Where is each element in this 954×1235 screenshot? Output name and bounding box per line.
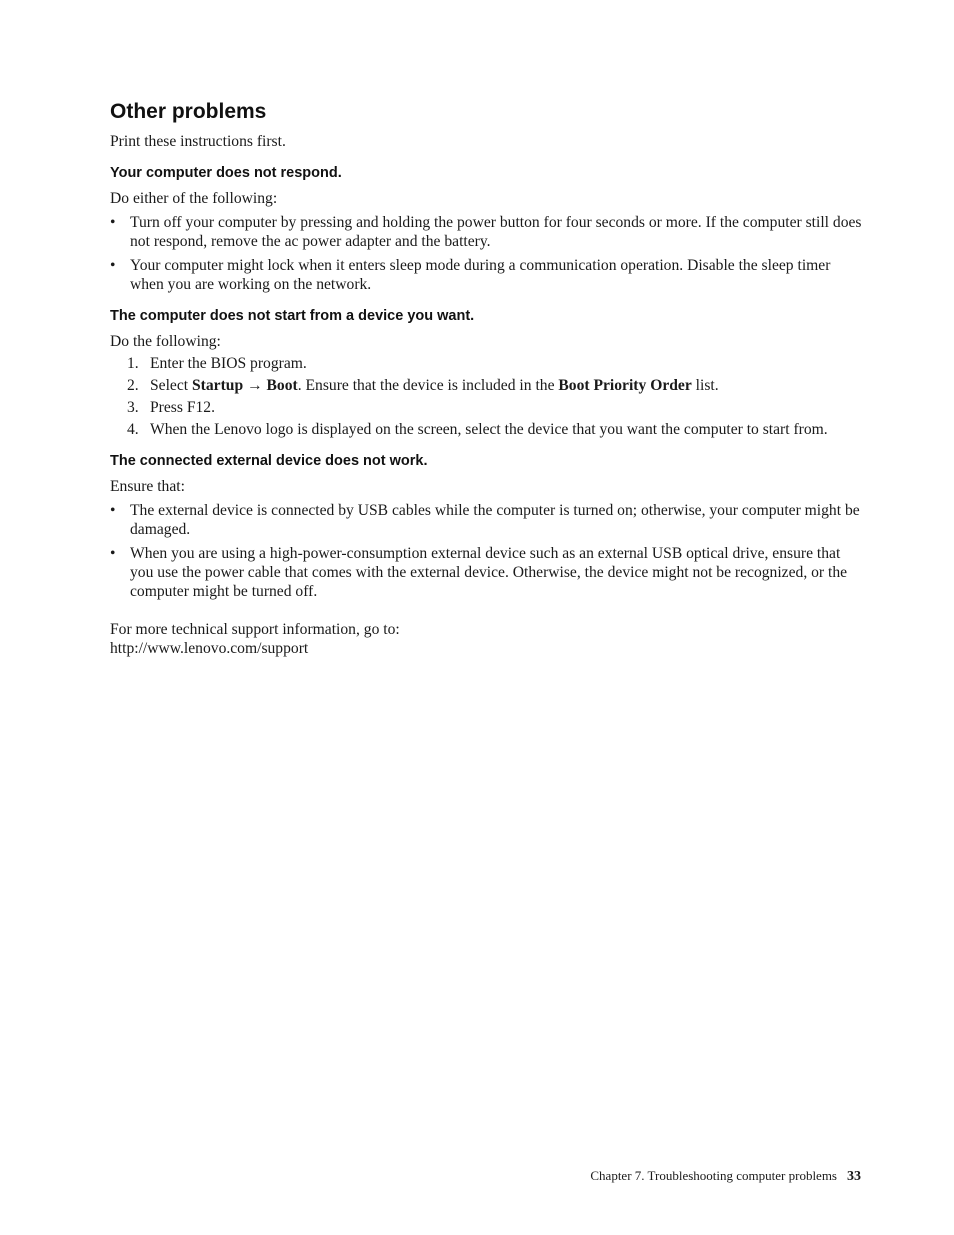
support-url[interactable]: http://www.lenovo.com/support (110, 640, 309, 657)
step-text-post: list. (691, 377, 719, 394)
step-text: When the Lenovo logo is displayed on the screen, select the device that you want the computer to start from. (150, 421, 828, 438)
list-item: • Turn off your computer by pressing and holding the power button for four seconds or more. If the computer still does not respond, remove the ac power adapter and the battery. (110, 213, 862, 251)
page-footer (590, 1167, 861, 1186)
support-info (110, 620, 862, 658)
section-heading-external-device: The connected external device does not work. (110, 453, 428, 469)
step-bold-startup: Startup (192, 377, 244, 394)
list-item (110, 398, 862, 417)
page-number: 33 (847, 1169, 861, 1184)
list-item (110, 354, 862, 373)
step-text-mid: . Ensure that the device is included in the (297, 377, 559, 394)
step-number: 4. (127, 421, 139, 438)
step-bold-boot-priority-order: Boot Priority Order (558, 377, 692, 394)
list-item: • When you are using a high-power-consumption external device such as an external USB optical drive, ensure that you use the power cable that comes with the external device. Otherwise, the device might not be recognized, or the computer might be turned off. (110, 544, 862, 601)
list-item (110, 376, 862, 395)
bullet-list (110, 501, 862, 601)
step-text: Press F12. (150, 399, 215, 416)
page-title: Other problems (110, 100, 267, 123)
support-text: For more technical support information, go to: (110, 621, 400, 638)
section-lead: Do either of the following: (110, 190, 278, 207)
bullet-list (110, 213, 862, 294)
step-bold-boot: Boot (266, 377, 298, 394)
list-item: • The external device is connected by USB cables while the computer is turned on; otherwise, your computer might be damaged. (110, 501, 862, 539)
page-content (110, 98, 862, 658)
section-heading-boot-device: The computer does not start from a device you want. (110, 308, 475, 324)
chapter-title: Chapter 7. Troubleshooting computer problems (590, 1168, 837, 1183)
list-item (110, 420, 862, 439)
step-number: 3. (127, 399, 139, 416)
section-lead: Ensure that: (110, 478, 185, 495)
list-item: • Your computer might lock when it enters sleep mode during a communication operation. Disable the sleep timer when you are working on the network. (110, 256, 862, 294)
section-heading-not-respond: Your computer does not respond. (110, 165, 342, 181)
numbered-list (110, 354, 862, 439)
step-text: Enter the BIOS program. (150, 355, 307, 372)
step-number: 2. (127, 377, 139, 394)
section-lead: Do the following: (110, 333, 221, 350)
intro-text: Print these instructions first. (110, 133, 286, 150)
step-number: 1. (127, 355, 139, 372)
step-text-pre: Select (150, 377, 192, 394)
arrow-icon: → (243, 377, 267, 394)
